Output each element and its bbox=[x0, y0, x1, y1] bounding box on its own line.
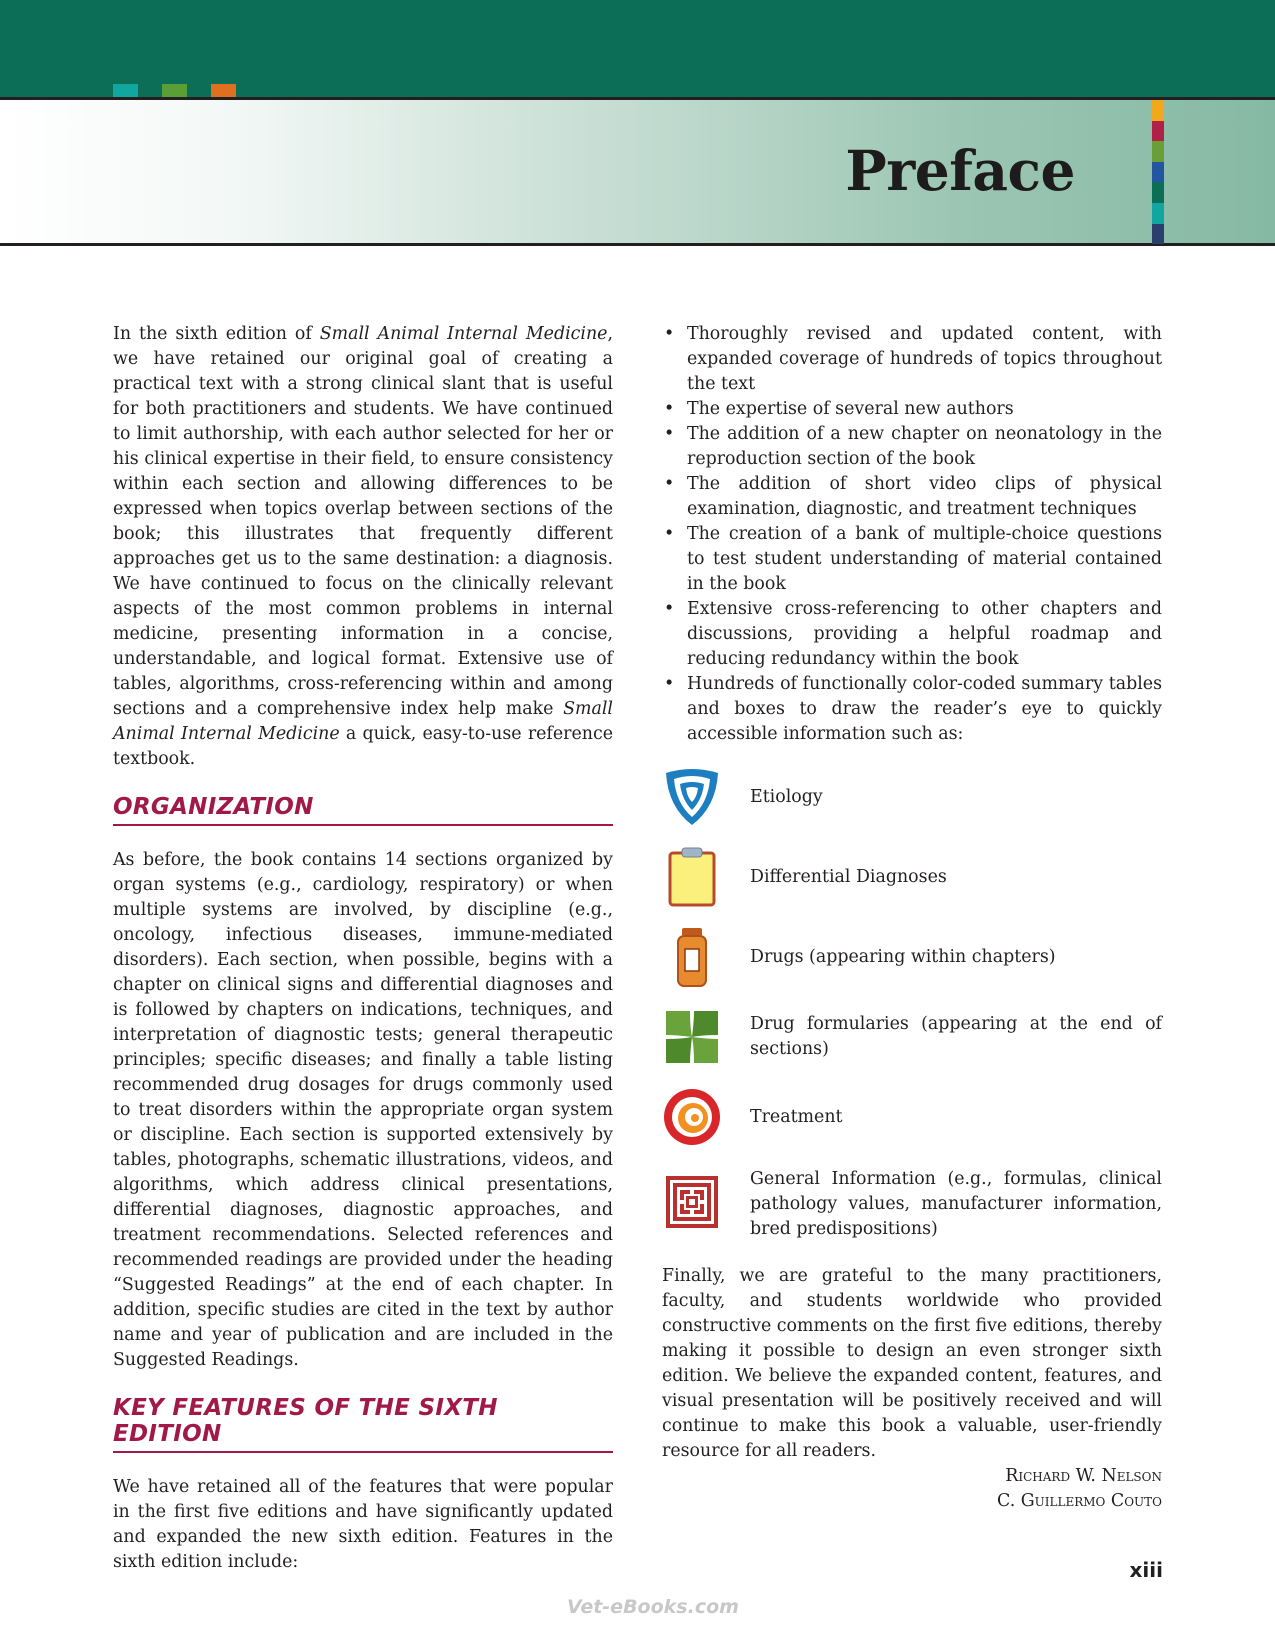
page-number: xiii bbox=[1129, 1558, 1163, 1582]
key-features-paragraph: We have retained all of the features that were popular in the first five editions and have significantly updated and expanded the new sixth edition. Features in the sixth edition include: bbox=[113, 1477, 613, 1572]
page-title: Preface bbox=[845, 138, 1075, 203]
legend-row-treatment bbox=[662, 1087, 1162, 1147]
legend-row-drugs bbox=[662, 927, 1162, 987]
color-stripes bbox=[1152, 100, 1164, 244]
list-item: • Extensive cross-referencing to other chapters and discussions, providing a helpful roadmap and reducing redundancy within the book bbox=[662, 597, 1162, 672]
legend-label: Treatment bbox=[750, 1106, 843, 1127]
header-band bbox=[0, 97, 1275, 246]
etiology-shield-icon bbox=[662, 767, 722, 827]
pinwheel-icon bbox=[662, 1007, 722, 1067]
intro-text-1: In the sixth edition of bbox=[113, 324, 320, 344]
legend-label: Differential Diagnoses bbox=[750, 866, 947, 887]
list-item: • Hundreds of functionally color-coded summary tables and boxes to draw the reader’s eye to quickly accessible information such as: bbox=[662, 672, 1162, 747]
list-item: • The addition of a new chapter on neonatology in the reproduction section of the book bbox=[662, 422, 1162, 472]
signature-couto: C. Guillermo Couto bbox=[997, 1491, 1162, 1511]
list-item: • Thoroughly revised and updated content, with expanded coverage of hundreds of topics throughout the text bbox=[662, 322, 1162, 397]
right-column bbox=[662, 322, 1162, 1514]
drug-bottle-icon bbox=[662, 927, 722, 987]
legend-label: Etiology bbox=[750, 786, 823, 807]
organization-heading: ORGANIZATION bbox=[113, 794, 613, 826]
legend-row-differential bbox=[662, 847, 1162, 907]
color-stripe-1 bbox=[1152, 121, 1164, 142]
legend-label: General Information (e.g., formulas, clinical pathology values, manufacturer information, bred predispositions) bbox=[750, 1169, 1162, 1239]
maze-knot-icon bbox=[662, 1172, 722, 1232]
signature-nelson: Richard W. Nelson bbox=[1005, 1466, 1162, 1486]
color-stripe-4 bbox=[1152, 182, 1164, 203]
organization-paragraph: As before, the book contains 14 sections organized by organ systems (e.g., cardiology, respiratory) or when multiple systems are involved, by discipline (e.g., oncology, infectious diseases, immune-mediated disorders). Each section, when possible, begins with a chapter on clinical signs and differential diagnoses and is followed by chapters on indications, techniques, and interpretation of diagnostic tests; general therapeutic principles; specific diseases; and finally a table listing recommended drug dosages for drugs commonly used to treat disorders within the appropriate organ system or discipline. Each section is supported extensively by tables, photographs, schematic illustrations, videos, and algorithms, which address clinical presentations, differential diagnoses, diagnostic approaches, and treatment recommendations. Selected references and recommended readings are provided under the heading “Suggested Readings” at the end of each chapter. In addition, specific studies are cited in the text by author name and year of publication and are included in the Suggested Readings. bbox=[113, 850, 613, 1370]
color-stripe-3 bbox=[1152, 162, 1164, 183]
icon-legend bbox=[662, 767, 1162, 1242]
book-title-2: Small Animal Internal Medicine bbox=[113, 699, 613, 744]
closing-paragraph: Finally, we are grateful to the many practitioners, faculty, and students worldwide who provided constructive comments on the first five editions, thereby making it possible to design an even stronger sixth edition. We believe the expanded content, features, and visual presentation will be positively received and will continue to make this book a valuable, user-friendly resource for all readers. bbox=[662, 1266, 1162, 1461]
list-item: • The addition of short video clips of physical examination, diagnostic, and treatment techniques bbox=[662, 472, 1162, 522]
list-item: • The creation of a bank of multiple-choice questions to test student understanding of material contained in the book bbox=[662, 522, 1162, 597]
intro-paragraph bbox=[113, 322, 613, 772]
legend-row-formularies bbox=[662, 1007, 1162, 1067]
color-stripe-0 bbox=[1152, 100, 1164, 121]
top-band bbox=[0, 0, 1275, 97]
legend-label: Drugs (appearing within chapters) bbox=[750, 946, 1056, 967]
intro-text-3: a quick, easy-to-use reference textbook. bbox=[113, 724, 613, 769]
features-list bbox=[662, 322, 1162, 747]
color-stripe-5 bbox=[1152, 203, 1164, 224]
intro-text-2: , we have retained our original goal of creating a practical text with a strong clinical slant that is useful for both practitioners and students. We have continued to limit authorship, with each author selected for her or his clinical expertise in their field, to ensure consistency within each section and allowing differences to be expressed when topics overlap between sections of the book; this illustrates that frequently different approaches get us to the same destination: a diagnosis. We have continued to focus on the clinically relevant aspects of the most common problems in internal medicine, presenting information in a concise, understandable, and logical format. Extensive use of tables, algorithms, cross-referencing within and among sections and a comprehensive index help make bbox=[113, 324, 613, 719]
list-item: • The expertise of several new authors bbox=[662, 397, 1162, 422]
book-title: Small Animal Internal Medicine bbox=[319, 324, 608, 344]
clipboard-icon bbox=[662, 847, 722, 907]
legend-row-general-info bbox=[662, 1167, 1162, 1242]
watermark-logo: Vet-eBooks.com bbox=[567, 1596, 739, 1618]
key-features-heading: KEY FEATURES OF THE SIXTH EDITION bbox=[113, 1395, 613, 1453]
spiral-target-icon bbox=[662, 1087, 722, 1147]
legend-label: Drug formularies (appearing at the end of sections) bbox=[750, 1014, 1162, 1059]
color-stripe-6 bbox=[1152, 224, 1164, 245]
left-column bbox=[113, 322, 613, 1575]
legend-row-etiology bbox=[662, 767, 1162, 827]
color-stripe-2 bbox=[1152, 141, 1164, 162]
